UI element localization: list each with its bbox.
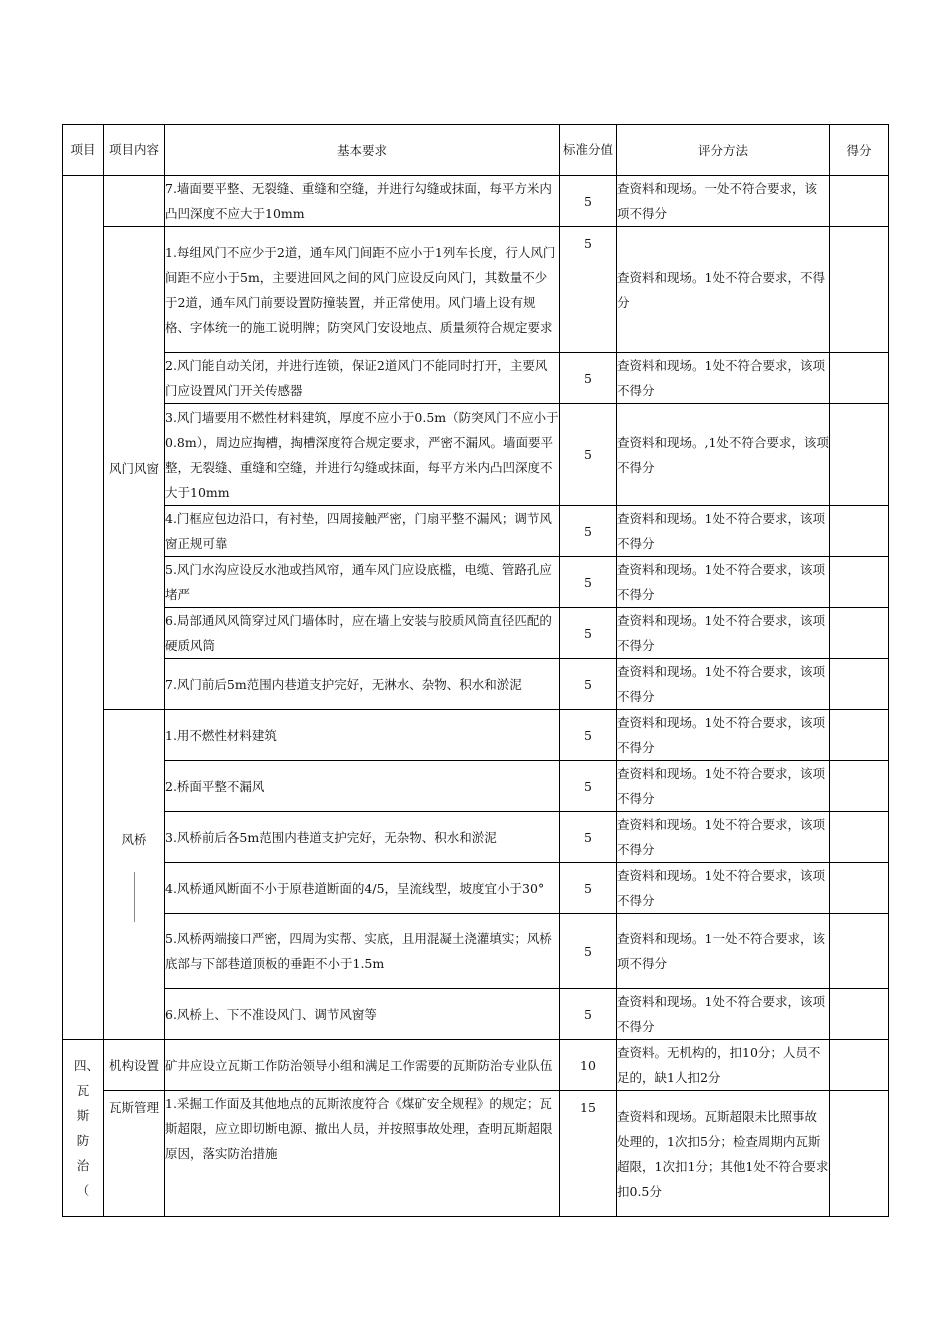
method-cell: 查资料和现场。瓦斯超限未比照事故处理的，1次扣5分；检查周期内瓦斯超限，1次扣1分；其他1处不符合要求扣0.5分	[617, 1091, 830, 1217]
points-cell[interactable]	[830, 227, 889, 353]
table-row	[63, 761, 889, 812]
method-cell: 查资料和现场。,1处不符合要求，该项不得分	[617, 404, 830, 506]
score-cell: 5	[560, 176, 617, 227]
requirement-cell: 1.每组风门不应少于2道，通车风门间距不应小于1列车长度，行人风门间距不应小于5m，主要进回风之间的风门应设反向风门，其数量不少于2道，通车风门前要设置防撞装置，并正常使用。风门墙上设有规格、字体统一的施工说明牌；防突风门安设地点、质量须符合规定要求	[165, 227, 560, 353]
header-method: 评分方法	[617, 125, 830, 176]
score-cell: 5	[560, 557, 617, 608]
score-cell: 5	[560, 761, 617, 812]
content-cell-air-bridge	[104, 710, 165, 1040]
method-cell: 查资料。无机构的，扣10分；人员不足的，缺1人扣2分	[617, 1040, 830, 1091]
requirement-cell: 6.局部通风风筒穿过风门墙体时，应在墙上安装与胶质风筒直径匹配的硬质风筒	[165, 608, 560, 659]
requirement-cell: 2.风门能自动关闭，并进行连锁，保证2道风门不能同时打开，主要风门应设置风门开关传感器	[165, 353, 560, 404]
requirement-cell: 6.风桥上、下不准设风门、调节风窗等	[165, 989, 560, 1040]
table-row	[63, 989, 889, 1040]
method-cell: 查资料和现场。1处不符合要求，该项不得分	[617, 506, 830, 557]
table-row	[63, 608, 889, 659]
points-cell[interactable]	[830, 863, 889, 914]
requirement-cell: 7.风门前后5m范围内巷道支护完好，无淋水、杂物、积水和淤泥	[165, 659, 560, 710]
table-row	[63, 557, 889, 608]
item-cell-gas-control: 四、瓦斯防治（	[63, 1040, 104, 1217]
table-row	[63, 227, 889, 353]
table-row	[63, 812, 889, 863]
requirement-cell: 3.风门墙要用不燃性材料建筑，厚度不应小于0.5m（防突风门不应小于0.8m），周边应掏槽，掏槽深度符合规定要求，严密不漏风。墙面要平整，无裂缝、重缝和空缝，并进行勾缝或抹面，每平方米内凸凹深度不大于10mm	[165, 404, 560, 506]
method-cell: 查资料和现场。一处不符合要求，该项不得分	[617, 176, 830, 227]
table-row	[63, 506, 889, 557]
score-cell: 5	[560, 710, 617, 761]
method-cell: 查资料和现场。1处不符合要求，该项不得分	[617, 812, 830, 863]
requirement-cell: 矿井应设立瓦斯工作防治领导小组和满足工作需要的瓦斯防治专业队伍	[165, 1040, 560, 1091]
content-cell-blank	[104, 176, 165, 227]
table-row	[63, 1091, 889, 1217]
content-cell-air-door: 风门风窗	[104, 227, 165, 710]
method-cell: 查资料和现场。1处不符合要求，该项不得分	[617, 761, 830, 812]
header-points: 得分	[830, 125, 889, 176]
method-cell: 查资料和现场。1处不符合要求，不得分	[617, 227, 830, 353]
requirement-cell: 4.门框应包边沿口，有衬垫，四周接触严密，门扇平整不漏风；调节风窗正规可靠	[165, 506, 560, 557]
points-cell[interactable]	[830, 404, 889, 506]
requirement-cell: 7.墙面要平整、无裂缝、重缝和空缝，并进行勾缝或抹面，每平方米内凸凹深度不应大于10mm	[165, 176, 560, 227]
header-item: 项目	[63, 125, 104, 176]
air-bridge-label: 风桥	[121, 832, 147, 847]
content-cell-gas-management: 瓦斯管理	[104, 1091, 165, 1217]
scoring-table	[62, 124, 889, 1217]
table-row	[63, 659, 889, 710]
points-cell[interactable]	[830, 557, 889, 608]
content-cell-organization: 机构设置	[104, 1040, 165, 1091]
table-row	[63, 863, 889, 914]
table-row	[63, 1040, 889, 1091]
vertical-rule	[134, 872, 135, 922]
score-cell: 5	[560, 353, 617, 404]
score-cell: 5	[560, 506, 617, 557]
method-cell: 查资料和现场。1处不符合要求，该项不得分	[617, 659, 830, 710]
table-row	[63, 914, 889, 989]
requirement-cell: 1.采掘工作面及其他地点的瓦斯浓度符合《煤矿安全规程》的规定；瓦斯超限，应立即切断电源、撤出人员，并按照事故处理，查明瓦斯超限原因，落实防治措施	[165, 1091, 560, 1217]
score-cell: 5	[560, 989, 617, 1040]
requirement-cell: 1.用不燃性材料建筑	[165, 710, 560, 761]
table-row	[63, 404, 889, 506]
method-cell: 查资料和现场。1处不符合要求，该项不得分	[617, 557, 830, 608]
score-cell: 15	[560, 1091, 617, 1217]
table-row	[63, 353, 889, 404]
points-cell[interactable]	[830, 608, 889, 659]
method-cell: 查资料和现场。1处不符合要求，该项不得分	[617, 608, 830, 659]
score-cell: 5	[560, 863, 617, 914]
points-cell[interactable]	[830, 710, 889, 761]
points-cell[interactable]	[830, 761, 889, 812]
points-cell[interactable]	[830, 989, 889, 1040]
score-cell: 10	[560, 1040, 617, 1091]
points-cell[interactable]	[830, 353, 889, 404]
table-row	[63, 710, 889, 761]
header-score: 标准分值	[560, 125, 617, 176]
points-cell[interactable]	[830, 812, 889, 863]
header-requirement: 基本要求	[165, 125, 560, 176]
points-cell[interactable]	[830, 506, 889, 557]
points-cell[interactable]	[830, 1091, 889, 1217]
method-cell: 查资料和现场。1一处不符合要求，该项不得分	[617, 914, 830, 989]
requirement-cell: 3.风桥前后各5m范围内巷道支护完好，无杂物、积水和淤泥	[165, 812, 560, 863]
score-cell: 5	[560, 812, 617, 863]
table-row	[63, 176, 889, 227]
points-cell[interactable]	[830, 659, 889, 710]
method-cell: 查资料和现场。1处不符合要求，该项不得分	[617, 989, 830, 1040]
points-cell[interactable]	[830, 1040, 889, 1091]
points-cell[interactable]	[830, 914, 889, 989]
requirement-cell: 5.风门水沟应设反水池或挡风帘，通车风门应设底槛，电缆、管路孔应堵严	[165, 557, 560, 608]
points-cell[interactable]	[830, 176, 889, 227]
item-cell-blank	[63, 176, 104, 1040]
requirement-cell: 4.风桥通风断面不小于原巷道断面的4/5，呈流线型，坡度宜小于30°	[165, 863, 560, 914]
score-cell: 5	[560, 404, 617, 506]
score-cell: 5	[560, 914, 617, 989]
score-cell: 5	[560, 227, 617, 353]
method-cell: 查资料和现场。1处不符合要求，该项不得分	[617, 863, 830, 914]
requirement-cell: 5.风桥两端接口严密，四周为实帮、实底，且用混凝土浇灌填实；风桥底部与下部巷道顶板的垂距不小于1.5m	[165, 914, 560, 989]
header-row	[63, 125, 889, 176]
method-cell: 查资料和现场。1处不符合要求，该项不得分	[617, 353, 830, 404]
method-cell: 查资料和现场。1处不符合要求，该项不得分	[617, 710, 830, 761]
score-cell: 5	[560, 608, 617, 659]
score-cell: 5	[560, 659, 617, 710]
requirement-cell: 2.桥面平整不漏风	[165, 761, 560, 812]
header-content: 项目内容	[104, 125, 165, 176]
